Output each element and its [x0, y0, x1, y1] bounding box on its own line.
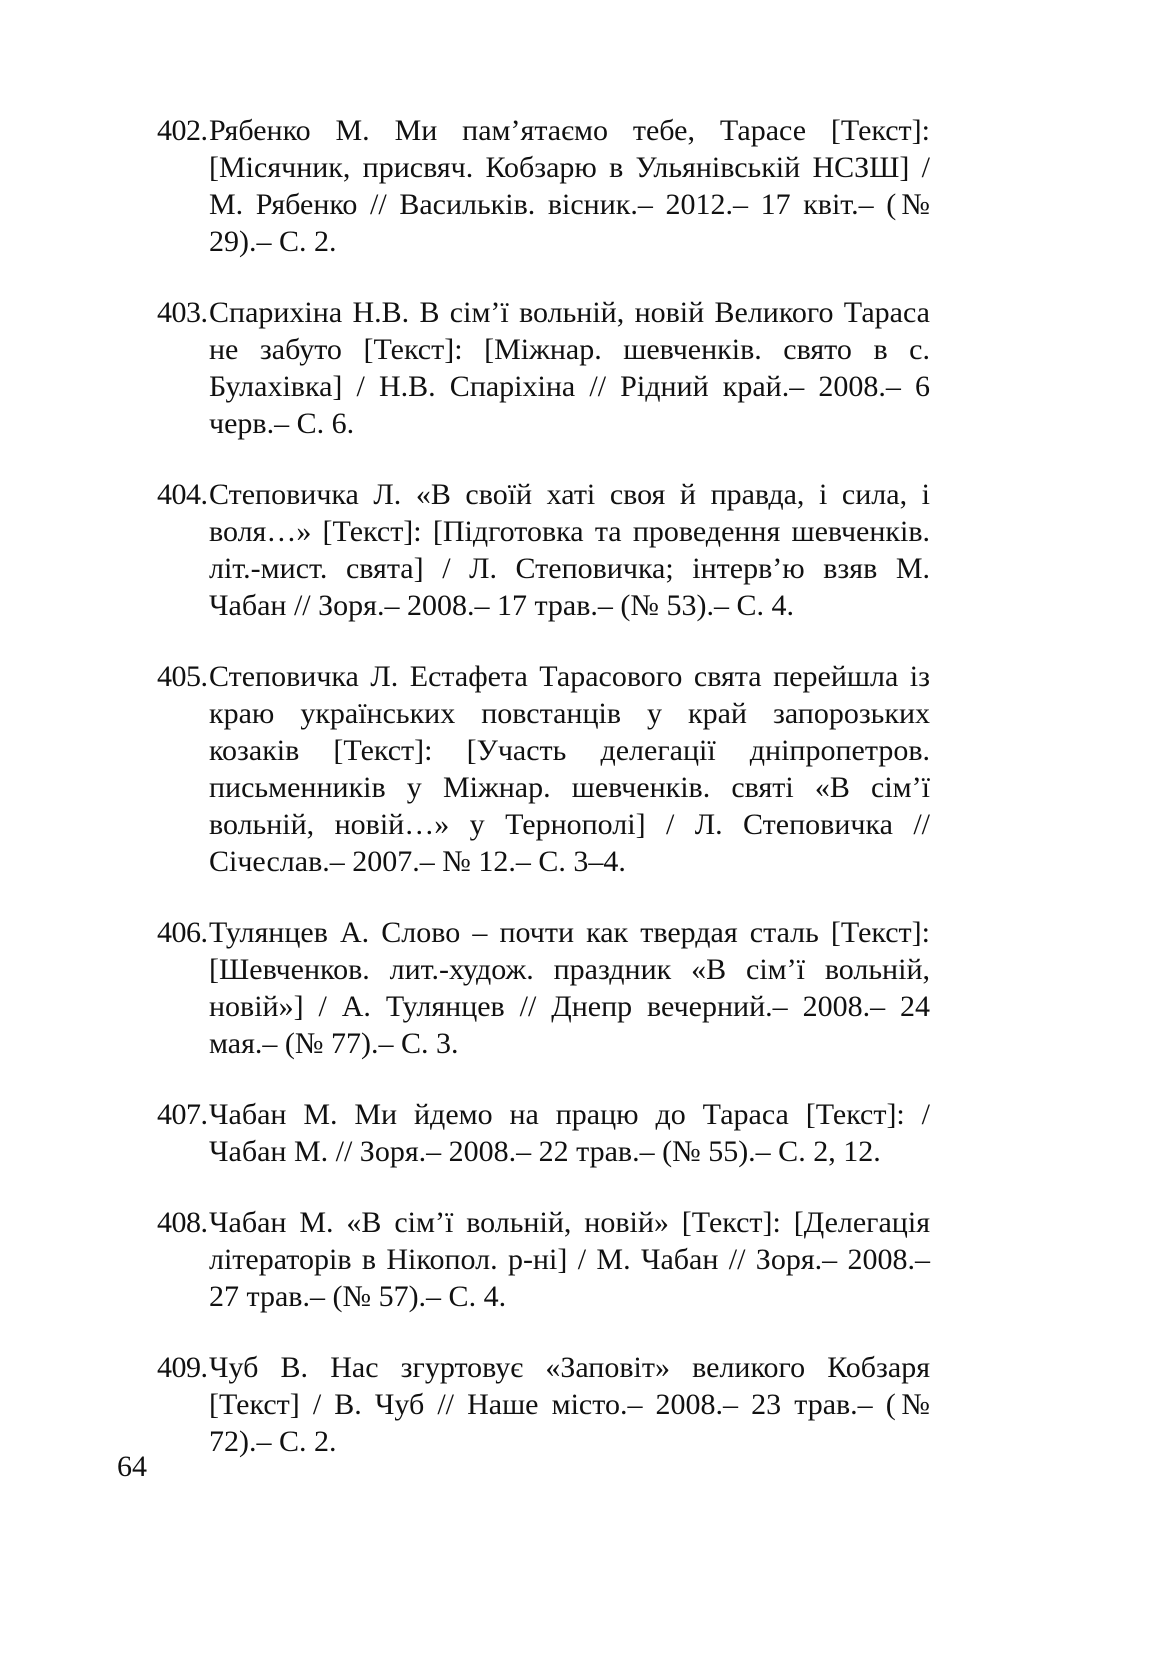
- bibliography-entry: [157, 1204, 930, 1315]
- entry-number: 408.: [157, 1206, 208, 1239]
- entry-text: Чабан М. Ми йдемо на працю до Тараса [Текст]: / Чабан М. // Зоря.– 2008.– 22 трав.– (№ 55).– С. 2, 12.: [209, 1098, 930, 1168]
- entry-number: 409.: [157, 1351, 208, 1384]
- entry-text: Тулянцев А. Слово – почти как твердая сталь [Текст]: [Шевченков. лит.-худож. праздник «В сім’ї вольній, новій»] / А. Тулянцев // Днепр вечерний.– 2008.– 24 мая.– (№ 77).– С. 3.: [209, 916, 930, 1060]
- entry-text: Чуб В. Нас згуртовує «Заповіт» великого Кобзаря [Текст] / В. Чуб // Наше місто.– 2008.– 23 трав.– (№ 72).– С. 2.: [209, 1351, 930, 1458]
- bibliography-entry: [157, 658, 930, 880]
- entry-text: Спарихіна Н.В. В сім’ї вольній, новій Великого Тараса не забуто [Текст]: [Міжнар. шевченків. свято в с. Булахівка] / Н.В. Спаріхіна // Рідний край.– 2008.– 6 черв.– С. 6.: [209, 296, 930, 440]
- bibliography-entry: [157, 476, 930, 624]
- bibliography-entry: [157, 1096, 930, 1170]
- bibliography-entry: [157, 914, 930, 1062]
- entry-text: Рябенко М. Ми пам’ятаємо тебе, Тарасе [Текст]: [Місячник, присвяч. Кобзарю в Ульянівській НСЗШ] / М. Рябенко // Васильків. вісник.– 2012.– 17 квіт.– (№ 29).– С. 2.: [209, 114, 930, 258]
- entry-number: 404.: [157, 478, 208, 511]
- entry-number: 406.: [157, 916, 208, 949]
- entry-number: 405.: [157, 660, 208, 693]
- bibliography-entry: [157, 1349, 930, 1460]
- bibliography-list: [157, 112, 930, 1494]
- entry-number: 407.: [157, 1098, 208, 1131]
- bibliography-entry: [157, 294, 930, 442]
- page-number: 64: [117, 1450, 147, 1483]
- entry-text: Чабан М. «В сім’ї вольній, новій» [Текст]: [Делегація літераторів в Нікопол. р-ні] / М. Чабан // Зоря.– 2008.– 27 трав.– (№ 57).– С. 4.: [209, 1206, 930, 1313]
- entry-number: 403.: [157, 296, 208, 329]
- entry-number: 402.: [157, 114, 208, 147]
- bibliography-entry: [157, 112, 930, 260]
- entry-text: Степовичка Л. «В своїй хаті своя й правда, і сила, і воля…» [Текст]: [Підготовка та проведення шевченків. літ.-мист. свята] / Л. Степовичка; інтерв’ю взяв М. Чабан // Зоря.– 2008.– 17 трав.– (№ 53).– С. 4.: [209, 478, 930, 622]
- entry-text: Степовичка Л. Естафета Тарасового свята перейшла із краю українських повстанців у край запорозьких козаків [Текст]: [Участь делегації дніпропетров. письменників у Міжнар. шевченків. святі «В сім’ї вольній, новій…» у Тернополі] / Л. Степовичка // Січеслав.– 2007.– № 12.– С. 3–4.: [209, 660, 930, 878]
